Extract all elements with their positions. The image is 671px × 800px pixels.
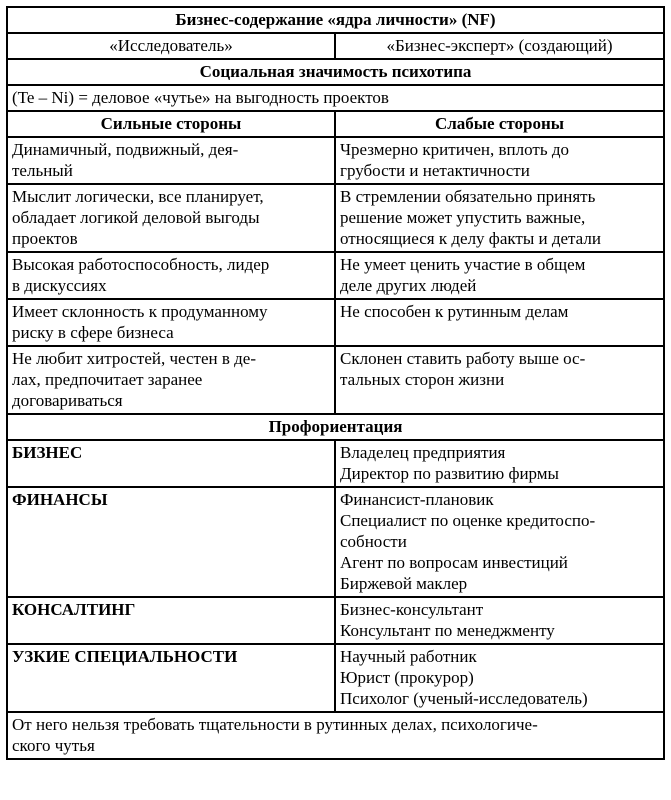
weakness-line: Чрезмерно критичен, вплоть до [340,140,569,159]
social-text-row [7,85,664,111]
types-row [7,33,664,59]
job-line: Агент по вопросам инвестиций [340,553,568,572]
job-line: собности [340,532,407,551]
career-heading: Профориентация [7,414,664,440]
strength-cell [7,299,335,346]
weakness-line: тальных сторон жизни [340,370,505,389]
job-line: Научный работник [340,647,477,666]
job-line: Юрист (прокурор) [340,668,474,687]
weakness-line: относящиеся к делу факты и детали [340,229,601,248]
traits-body [7,137,664,414]
job-line: Бизнес-консультант [340,600,484,619]
social-heading-row [7,59,664,85]
strength-line: Мыслит логически, все планирует, [12,187,264,206]
strength-cell [7,346,335,414]
strength-line: Не любит хитростей, честен в де- [12,349,256,368]
strength-line: в дискуссиях [12,276,107,295]
job-line: Психолог (ученый-исследователь) [340,689,588,708]
columns-header-row [7,111,664,137]
psychotype-sheet [6,6,665,760]
career-field: КОНСАЛТИНГ [7,597,335,644]
weakness-line: В стремлении обязательно принять [340,187,596,206]
weakness-line: решение может упустить важные, [340,208,586,227]
social-text: (Te – Ni) = деловое «чутье» на выгодность проектов [7,85,664,111]
weakness-line: деле других людей [340,276,477,295]
weakness-cell [335,299,664,346]
career-jobs [335,487,664,597]
strength-line: Высокая работоспособность, лидер [12,255,270,274]
career-jobs [335,440,664,487]
strength-line: Имеет склонность к продуманному [12,302,268,321]
strength-line: лах, предпочитает заранее [12,370,203,389]
psychotype-table [6,6,665,760]
trait-row [7,299,664,346]
weak-header: Слабые стороны [335,111,664,137]
table-title: Бизнес-содержание «ядра личности» (NF) [7,7,664,33]
footer-row [7,712,664,759]
career-field: БИЗНЕС [7,440,335,487]
career-row [7,597,664,644]
strength-line: Динамичный, подвижный, дея- [12,140,239,159]
job-line: Специалист по оценке кредитоспо- [340,511,596,530]
career-jobs [335,597,664,644]
trait-row [7,137,664,184]
career-heading-row [7,414,664,440]
career-jobs [335,644,664,712]
weakness-line: грубости и нетактичности [340,161,530,180]
footer-line: От него нельзя требовать тщательности в рутинных делах, психологиче- [12,715,538,734]
career-field: УЗКИЕ СПЕЦИАЛЬНОСТИ [7,644,335,712]
social-heading: Социальная значимость психотипа [7,59,664,85]
weakness-cell [335,346,664,414]
strength-cell [7,184,335,252]
trait-row [7,184,664,252]
weakness-cell [335,252,664,299]
job-line: Биржевой маклер [340,574,468,593]
job-line: Владелец предприятия [340,443,506,462]
strength-line: тельный [12,161,73,180]
weakness-cell [335,137,664,184]
career-field: ФИНАНСЫ [7,487,335,597]
job-line: Финансист-плановик [340,490,494,509]
career-row [7,644,664,712]
footer-note [7,712,664,759]
strength-line: договариваться [12,391,123,410]
weakness-line: Не умеет ценить участие в общем [340,255,586,274]
trait-row [7,346,664,414]
strength-line: обладает логикой деловой выгоды [12,208,260,227]
job-line: Директор по развитию фирмы [340,464,559,483]
trait-row [7,252,664,299]
career-row [7,487,664,597]
weakness-line: Склонен ставить работу выше ос- [340,349,586,368]
type-right: «Бизнес-эксперт» (создающий) [335,33,664,59]
career-row [7,440,664,487]
strength-line: проектов [12,229,78,248]
weakness-line: Не способен к рутинным делам [340,302,569,321]
strength-line: риску в сфере бизнеса [12,323,174,342]
strong-header: Сильные стороны [7,111,335,137]
job-line: Консультант по менеджменту [340,621,555,640]
strength-cell [7,252,335,299]
title-row [7,7,664,33]
careers-body [7,440,664,712]
strength-cell [7,137,335,184]
type-left: «Исследователь» [7,33,335,59]
weakness-cell [335,184,664,252]
footer-line: ского чутья [12,736,95,755]
